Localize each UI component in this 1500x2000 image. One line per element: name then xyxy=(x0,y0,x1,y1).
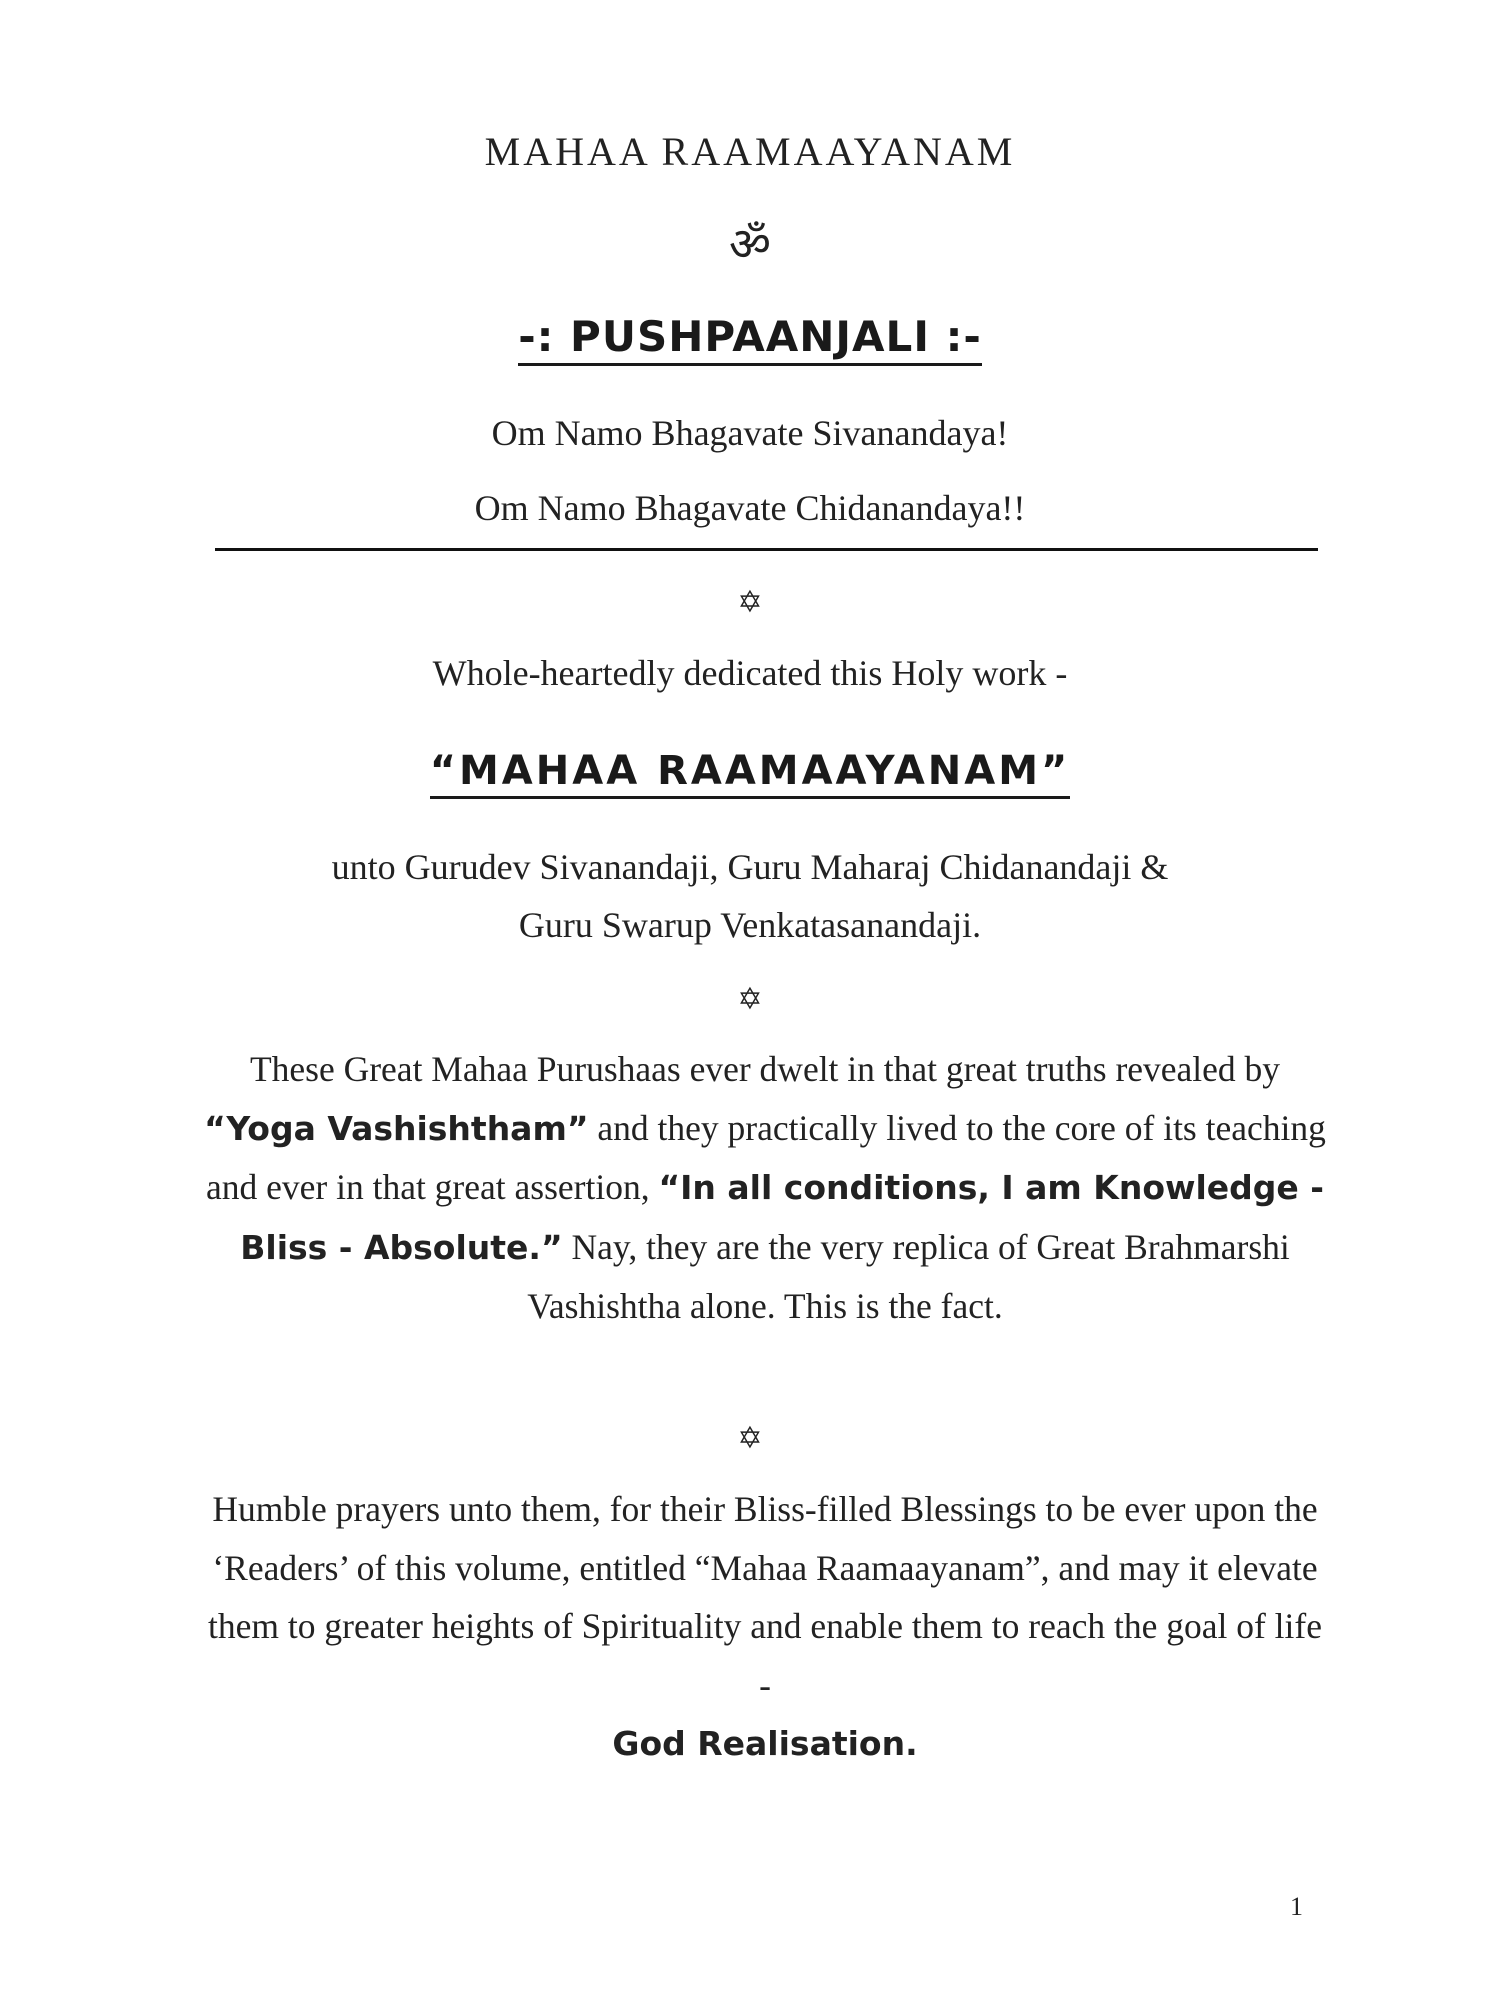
gurus-line-2: Guru Swarup Venkatasanandaji. xyxy=(518,905,982,945)
horizontal-divider xyxy=(215,548,1318,551)
running-header: MAHAA RAAMAAYANAM xyxy=(484,129,1016,174)
dedication-intro: Whole-heartedly dedicated this Holy work - xyxy=(432,653,1068,693)
gurus-line-1: unto Gurudev Sivanandaji, Guru Maharaj Chidanandaji & xyxy=(331,847,1169,887)
paragraph2-bold-god-realisation: God Realisation. xyxy=(612,1724,918,1763)
paragraph-great-purushaas xyxy=(200,1040,1330,1336)
star-ornament-icon: ✡ xyxy=(737,1422,763,1455)
paragraph2-text: Humble prayers unto them, for their Bliss-filled Blessings to be ever upon the ‘Readers’ of this volume, entitled “Mahaa Raamaayanam”, and may it elevate them to greater heights of Spirituality and enable them to reach the goal of life - xyxy=(208,1489,1322,1705)
gurus-dedication xyxy=(0,838,1500,954)
page-title xyxy=(0,312,1500,366)
paragraph-humble-prayers xyxy=(200,1480,1330,1774)
om-symbol: ॐ xyxy=(729,219,771,270)
dedicated-work-title xyxy=(0,748,1500,799)
dedicated-work-title-text: “MAHAA RAAMAAYANAM” xyxy=(430,748,1071,799)
paragraph1-text-3: Nay, they are the very replica of Great Brahmarshi Vashishtha alone. This is the fact. xyxy=(527,1226,1290,1326)
invocation-line-1: Om Namo Bhagavate Sivanandaya! xyxy=(491,413,1009,453)
page-title-text: -: PUSHPAANJALI :- xyxy=(518,312,982,366)
paragraph1-text-1: These Great Mahaa Purushaas ever dwelt in that great truths revealed by xyxy=(249,1049,1281,1089)
page-number: 1 xyxy=(1290,1892,1303,1921)
paragraph1-text-2: and they practically lived to the core of its teaching and ever in that great assertion, xyxy=(206,1107,1326,1207)
star-ornament-icon: ✡ xyxy=(737,586,763,619)
paragraph1-bold-assertion: “In all conditions, I am Knowledge - Bliss - Absolute.” xyxy=(240,1168,1324,1267)
invocation-line-2: Om Namo Bhagavate Chidanandaya!! xyxy=(474,488,1026,528)
star-ornament-icon: ✡ xyxy=(737,983,763,1016)
paragraph1-bold-yoga-vashishtham: “Yoga Vashishtham” xyxy=(204,1108,589,1148)
